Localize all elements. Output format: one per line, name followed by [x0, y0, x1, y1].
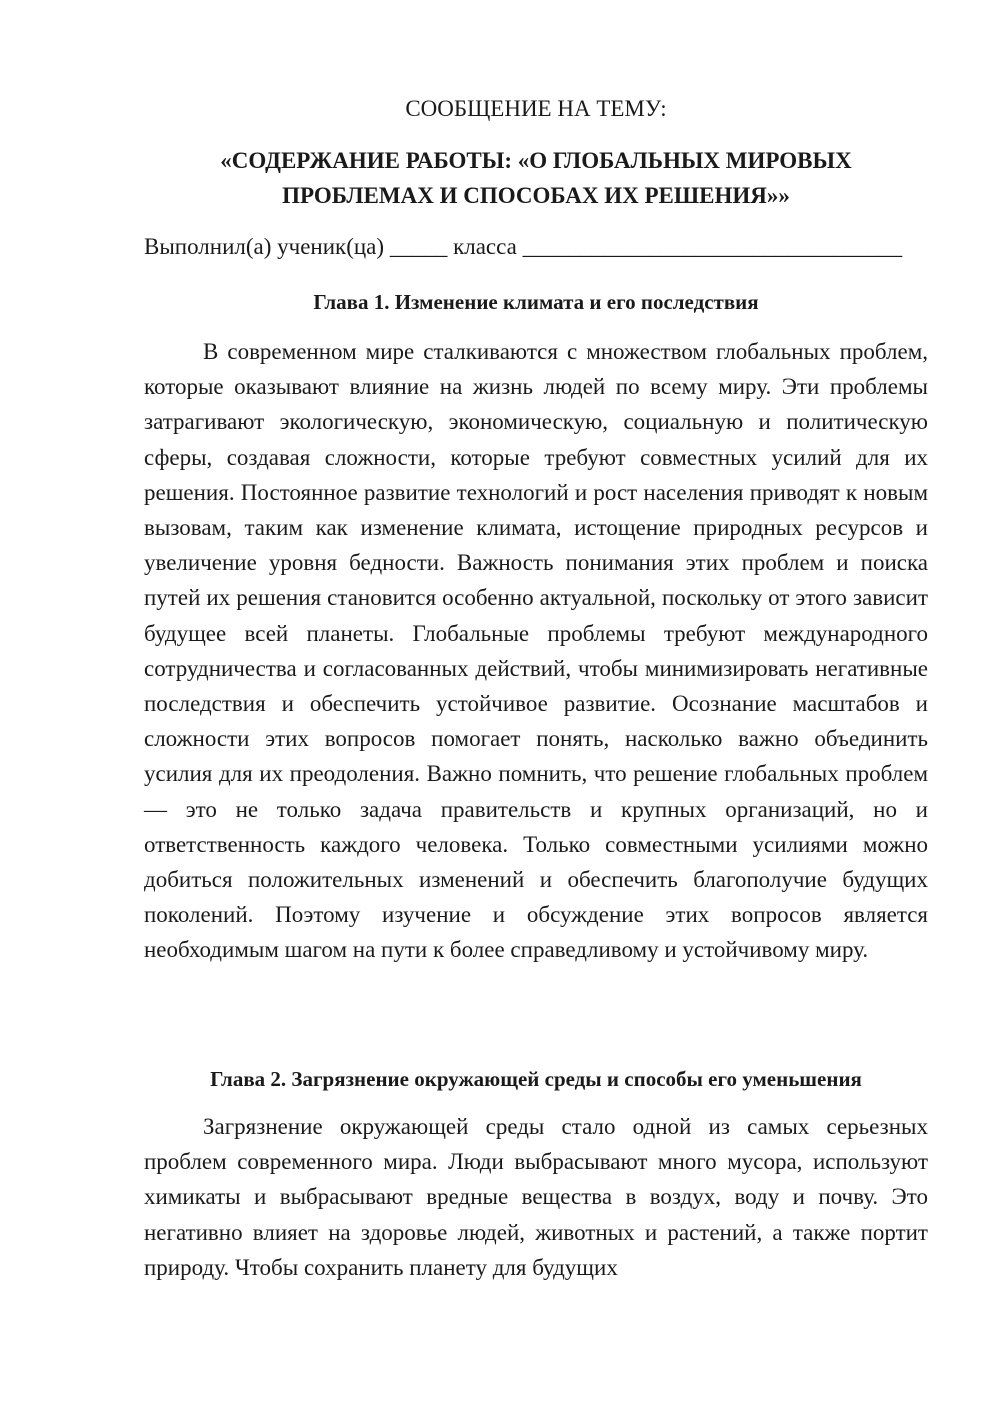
report-title-line-2: ПРОБЛЕМАХ И СПОСОБАХ ИХ РЕШЕНИЯ»»: [282, 183, 790, 208]
chapter-2-paragraph: Загрязнение окружающей среды стало одной из самых серьезных проблем современного мира. Люди выбрасывают много мусора, используют химикаты и выбрасывают вредные вещества в воздух, воду и почву. Это негативно влияет на здоровье людей, животных и растений, а также портит природу. Чтобы сохранить планету для будущих: [144, 1114, 928, 1280]
completed-by-label: Выполнил(а) ученик(ца): [144, 234, 385, 259]
name-blank: _________________________________: [522, 234, 903, 259]
grade-blank: _____: [389, 234, 448, 259]
chapter-1-paragraph: В современном мире сталкиваются с множеством глобальных проблем, которые оказывают влияние на жизнь людей по всему миру. Эти проблемы затрагивают экологическую, экономическую, социальную и политическую сферы, создавая сложности, которые требуют совместных усилий для их решения. Постоянное развитие технологий и рост населения приводят к новым вызовам, таким как изменение климата, истощение природных ресурсов и увеличение уровня бедности. Важность понимания этих проблем и поиска путей их решения становится особенно актуальной, поскольку от этого зависит будущее всей планеты. Глобальные проблемы требуют международного сотрудничества и согласованных действий, чтобы минимизировать негативные последствия и обеспечить устойчивое развитие. Осознание масштабов и сложности этих вопросов помогает понять, насколько важно объединить усилия для их преодоления. Важно помнить, что решение глобальных проблем — это не только задача правительств и крупных организаций, но и ответственность каждого человека. Только совместными усилиями можно добиться положительных изменений и обеспечить благополучие будущих поколений. Поэтому изучение и обсуждение этих вопросов является необходимым шагом на пути к более справедливому и устойчивому миру.: [144, 339, 928, 963]
chapter-2-title: Глава 2. Загрязнение окружающей среды и способы его уменьшения: [210, 1067, 862, 1091]
report-title-line-1: «СОДЕРЖАНИЕ РАБОТЫ: «О ГЛОБАЛЬНЫХ МИРОВЫХ: [220, 148, 852, 173]
chapter-1-title: Глава 1. Изменение климата и его последствия: [313, 290, 759, 314]
report-title: [144, 143, 928, 213]
subject-heading: СООБЩЕНИЕ НА ТЕМУ:: [405, 96, 667, 121]
class-label: класса: [453, 234, 517, 259]
author-line: [144, 229, 928, 264]
